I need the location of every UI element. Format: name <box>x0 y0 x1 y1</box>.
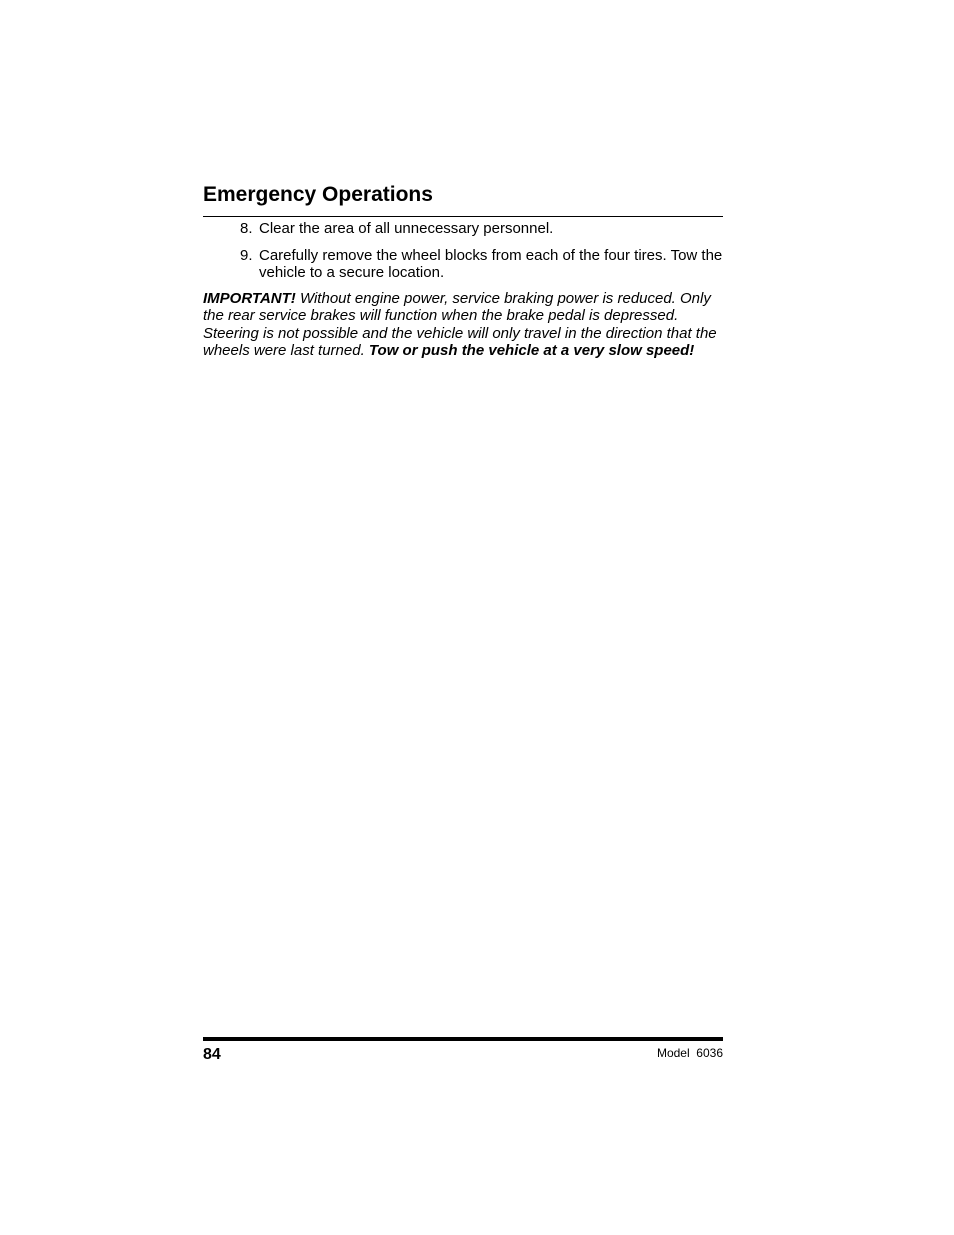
step-text: Carefully remove the wheel blocks from each of the four tires. Tow the vehicle to a secure location. <box>259 247 723 281</box>
important-body: Without engine power, service braking power is reduced. Only the rear service brakes will function when the brake pedal is depressed. Steering is not possible and the vehicle will only travel in the direction that the wheels were last turned. <box>203 290 717 359</box>
important-note <box>203 290 723 359</box>
step-text: Clear the area of all unnecessary personnel. <box>259 220 554 237</box>
model-label: Model 6036 <box>656 1046 723 1060</box>
step-item-9 <box>240 247 723 281</box>
important-emphasis: Tow or push the vehicle at a very slow speed! <box>368 341 695 359</box>
step-number: 9. <box>240 247 253 264</box>
page-number: 84 <box>203 1046 221 1063</box>
title-divider <box>203 216 723 217</box>
step-item-8 <box>240 220 723 237</box>
important-label: IMPORTANT! <box>203 290 296 307</box>
step-number: 8. <box>240 220 253 237</box>
page-title: Emergency Operations <box>203 183 433 206</box>
footer-divider <box>203 1037 723 1041</box>
